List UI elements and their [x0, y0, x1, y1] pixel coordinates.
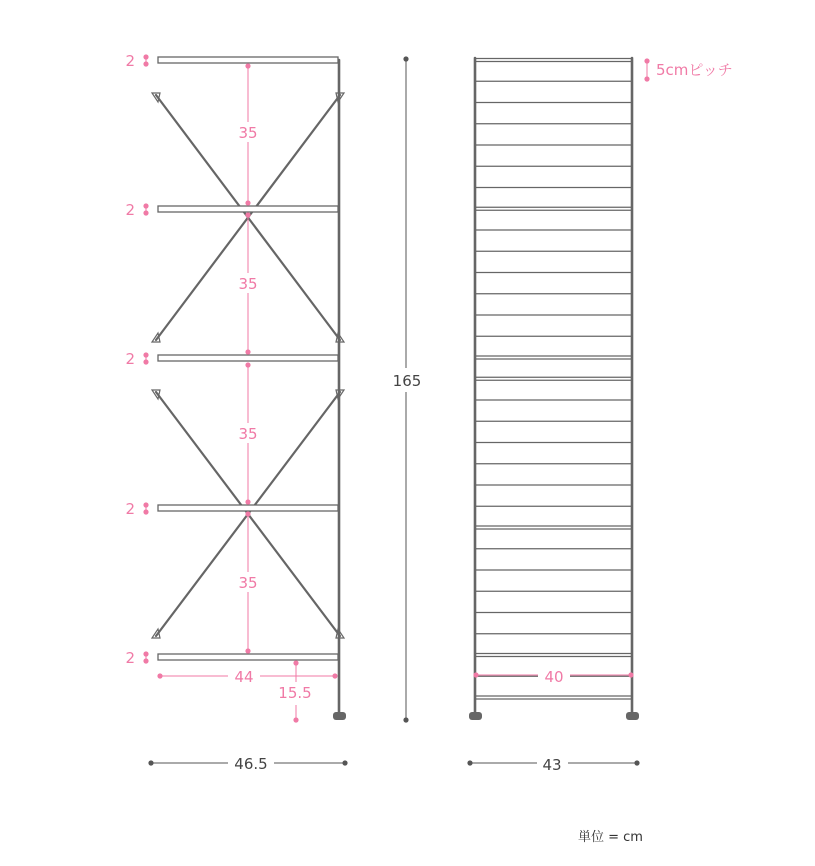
shelf-thickness-label: 2 [125, 350, 135, 368]
overall-depth-dimension [148, 755, 347, 773]
inner-width-label: 40 [544, 668, 564, 686]
shelf-gap-label: 35 [238, 275, 258, 293]
front-rungs [475, 59, 632, 700]
front-view [467, 58, 732, 774]
shelf-thickness-label: 2 [125, 649, 135, 667]
shelf-depth-label: 44 [234, 668, 254, 686]
overall-height-label: 165 [392, 372, 422, 390]
shelf-board [158, 505, 338, 511]
setback-dimension [278, 660, 311, 722]
front-right-foot [626, 712, 639, 720]
shelf-thickness-label: 2 [125, 201, 135, 219]
shelf-thickness-label: 2 [125, 500, 135, 518]
shelf-board [158, 355, 338, 361]
pitch-label: 5cmピッチ [656, 61, 733, 79]
shelf-thickness-dimensions [125, 52, 148, 667]
unit-label: 単位 = cm [578, 830, 643, 845]
overall-depth-label: 46.5 [234, 755, 268, 773]
shelf-board [158, 206, 338, 212]
overall-width-dimension [467, 756, 639, 774]
shelf-gap-label: 35 [238, 574, 258, 592]
side-foot [333, 712, 346, 720]
pitch-dimension [644, 58, 732, 81]
shelf-gap-label: 35 [238, 124, 258, 142]
shelf-board [158, 57, 338, 63]
shelf-gap-label: 35 [238, 425, 258, 443]
front-left-foot [469, 712, 482, 720]
height-dimension [393, 56, 422, 722]
shelf-board [158, 654, 338, 660]
side-view [125, 52, 347, 773]
shelf-thickness-label: 2 [125, 52, 135, 70]
overall-width-label: 43 [542, 756, 562, 774]
setback-label: 15.5 [278, 684, 312, 702]
